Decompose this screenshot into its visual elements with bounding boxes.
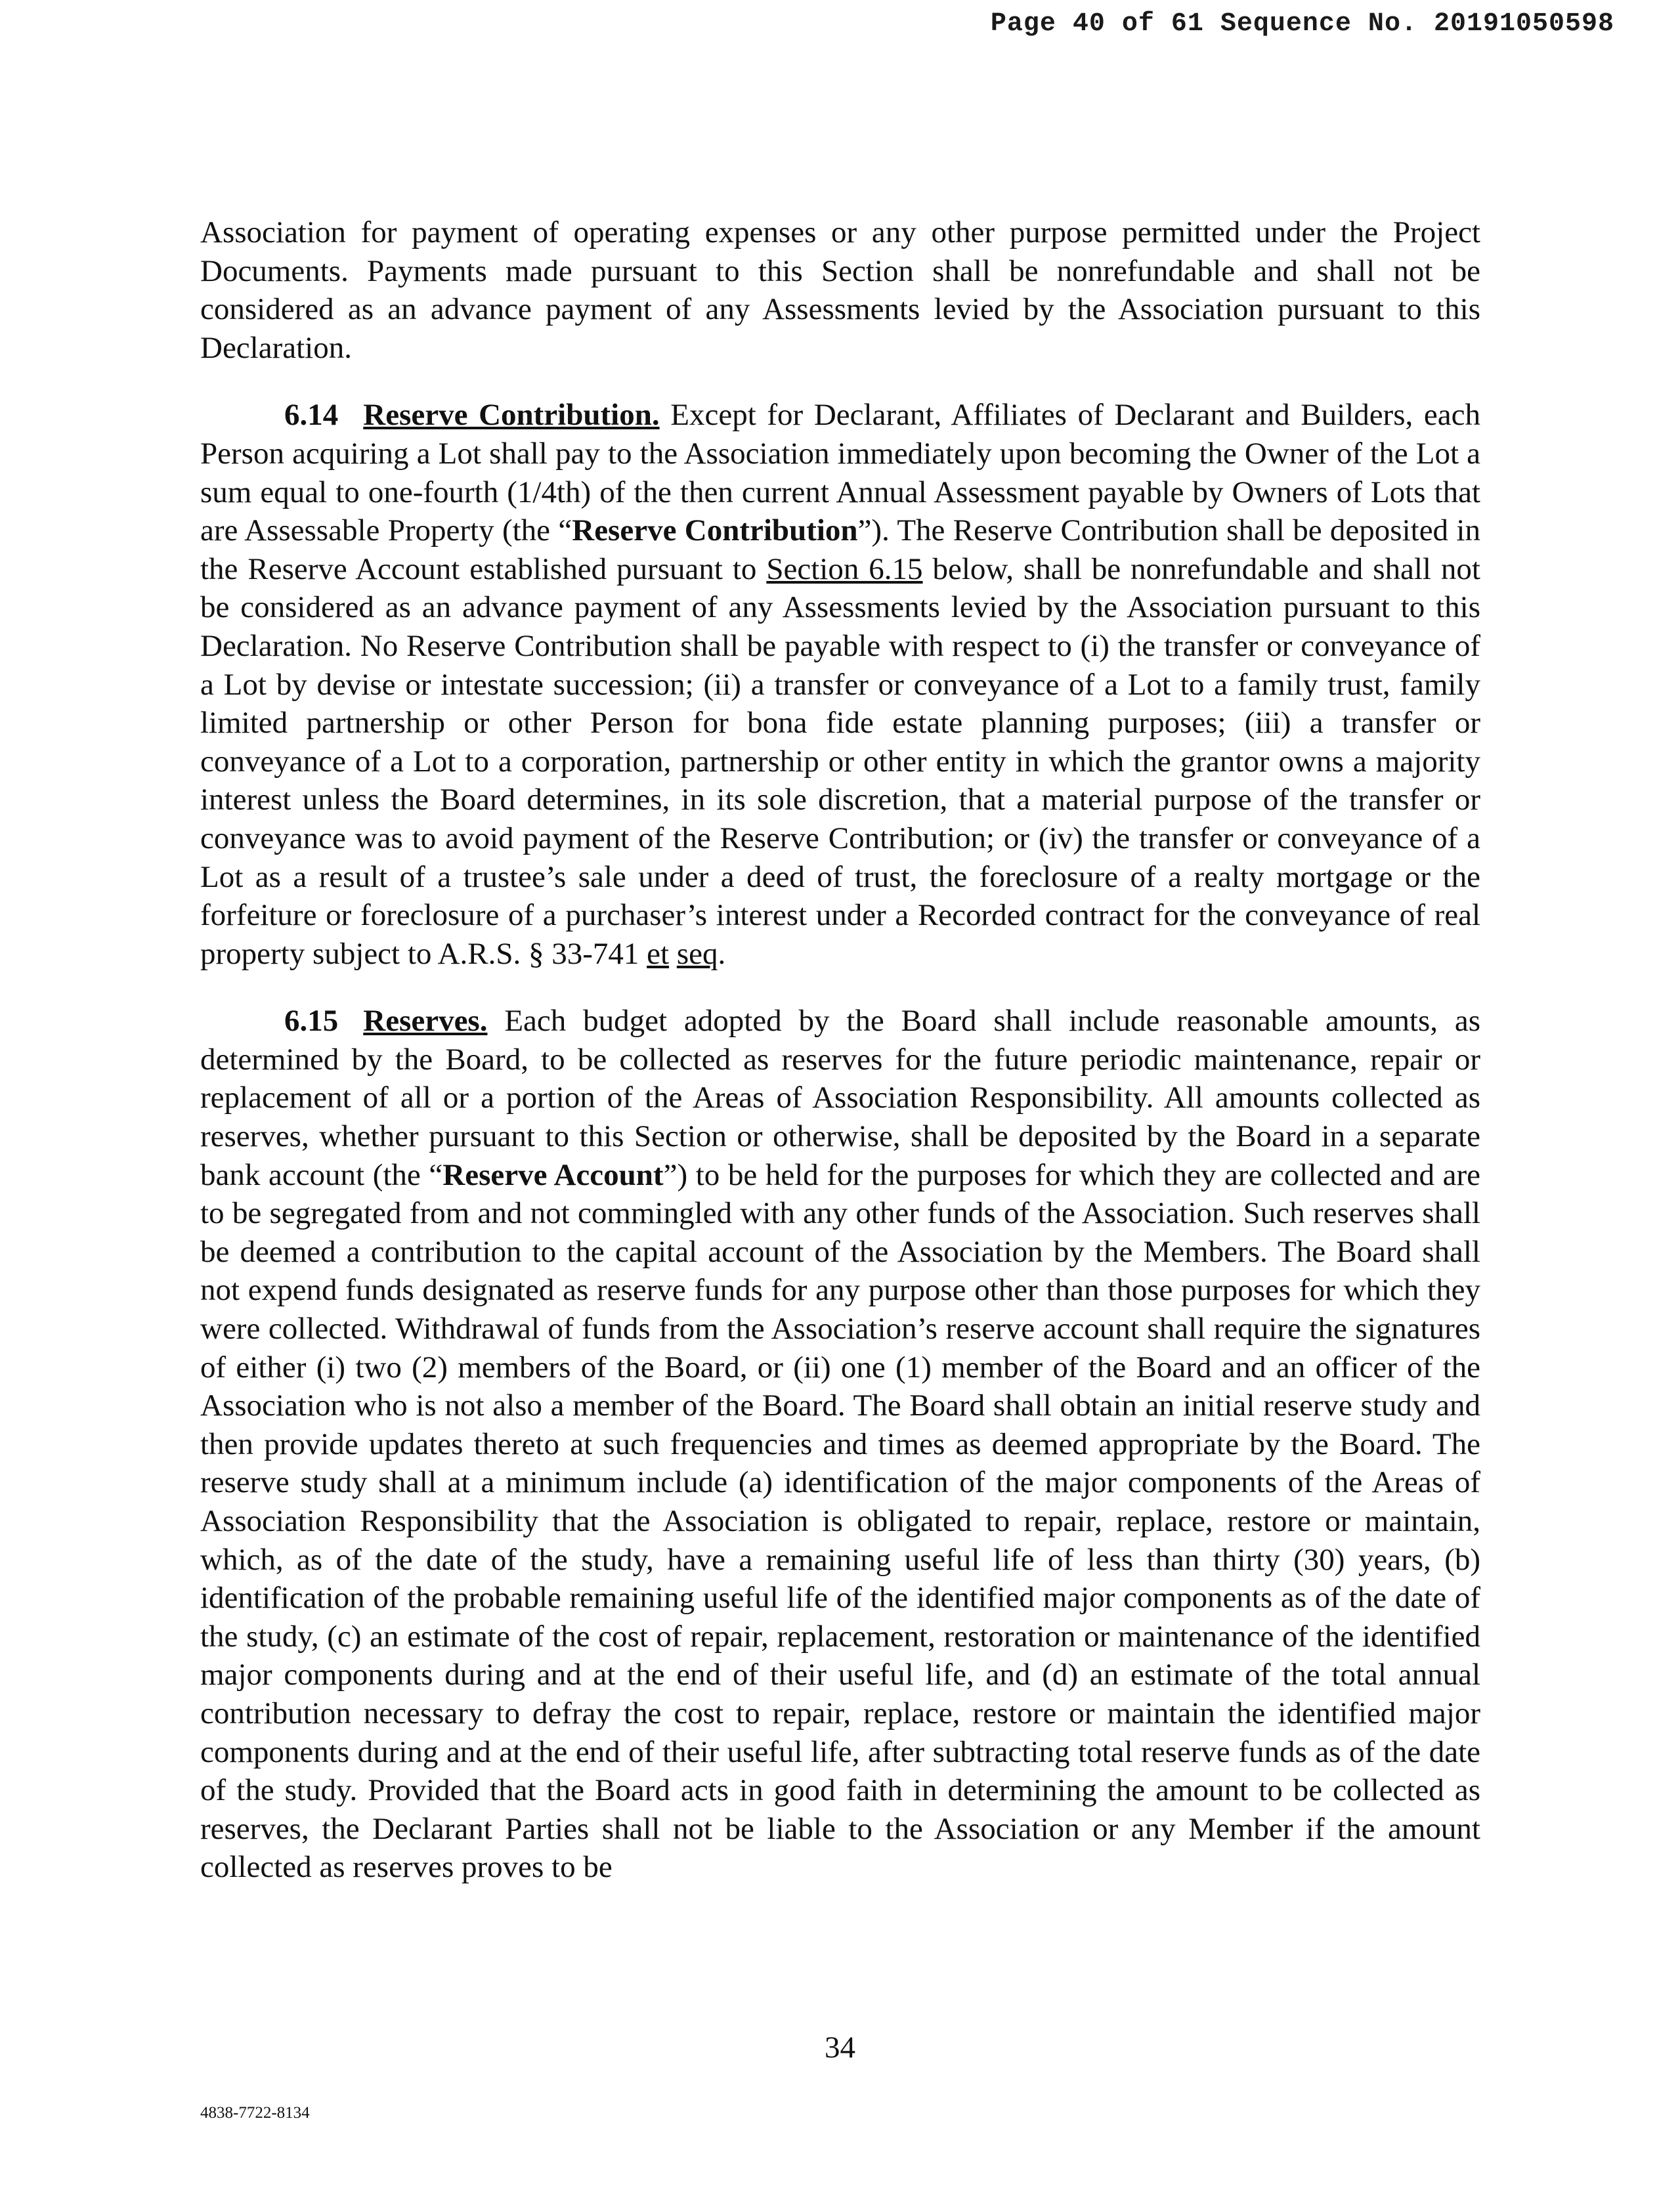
page-number: 34 <box>825 2030 855 2065</box>
section-6-14-end: . <box>718 936 726 971</box>
citation-seq: seq <box>676 936 718 971</box>
cross-reference-section-6-15: Section 6.15 <box>766 551 923 586</box>
defined-term-reserve-account: Reserve Account <box>442 1157 664 1192</box>
document-body <box>200 213 1480 1916</box>
page-sequence-header: Page 40 of 61 Sequence No. 20191050598 <box>990 9 1614 39</box>
section-6-15-title: Reserves. <box>363 1004 488 1039</box>
citation-et: et <box>647 936 670 971</box>
section-6-15 <box>200 1002 1480 1887</box>
section-6-14-title: Reserve Contribution. <box>363 398 660 433</box>
section-6-14 <box>200 396 1480 973</box>
section-6-14-text-3: below, shall be nonrefundable and shall not be considered as an advance payment of any Assessments levied by the Association pursuant to this Declaration. No Reserve Contribution shall be payable with respect to (i) the transfer or conveyance of a Lot by devise or intestate succession; (ii) a transfer or conveyance of a Lot to a family trust, family limited partnership or other Person for bona fide estate planning purposes; (iii) a transfer or conveyance of a Lot to a corporation, partnership or other entity in which the grantor owns a majority interest unless the Board determines, in its sole discretion, that a material purpose of the transfer or conveyance was to avoid payment of the Reserve Contribution; or (iv) the transfer or conveyance of a Lot as a result of a trustee’s sale under a deed of trust, the foreclosure of a realty mortgage or the forfeiture or foreclosure of a purchaser’s interest under a Recorded contract for the conveyance of real property subject to A.R.S. § 33-741 <box>200 551 1480 971</box>
document-id: 4838-7722-8134 <box>200 2104 310 2122</box>
section-6-15-text-2: ”) to be held for the purposes for which they are collected and are to be segregated from and not commingled with any other funds of the Association. Such reserves shall be deemed a contribution to the capital account of the Association by the Members. The Board shall not expend funds designated as reserve funds for any purpose other than those purposes for which they were collected. Withdrawal of funds from the Association’s reserve account shall require the signatures of either (i) two (2) members of the Board, or (ii) one (1) member of the Board and an officer of the Association who is not also a member of the Board. The Board shall obtain an initial reserve study and then provide updates thereto at such frequencies and times as deemed appropriate by the Board. The reserve study shall at a minimum include (a) identification of the major components of the Areas of Association Responsibility that the Association is obligated to repair, replace, restore or maintain, which, as of the date of the study, have a remaining useful life of less than thirty (30) years, (b) identification of the probable remaining useful life of the identified major components as of the date of the study, (c) an estimate of the cost of repair, replacement, restoration or maintenance of the identified major components during and at the end of their useful life, and (d) an estimate of the total annual contribution necessary to defray the cost to repair, replace, restore or maintain the identified major components during and at the end of their useful life, after subtracting total reserve funds as of the date of the study. Provided that the Board acts in good faith in determining the amount to be collected as reserves, the Declarant Parties shall not be liable to the Association or any Member if the amount collected as reserves proves to be <box>200 1157 1480 1885</box>
section-6-15-number: 6.15 <box>284 1004 339 1039</box>
section-6-14-text-2: ”). The Reserve Contribution shall be deposited in the Reserve Account established pursuant to <box>200 513 1480 586</box>
section-6-15-text-1: Each budget adopted by the Board shall include reasonable amounts, as determined by the Board, to be collected as reserves for the future periodic maintenance, repair or replacement of all or a portion of the Areas of Association Responsibility. All amounts collected as reserves, whether pursuant to this Section or otherwise, shall be deposited by the Board in a separate bank account (the “ <box>200 1004 1480 1192</box>
section-6-14-number: 6.14 <box>284 398 339 433</box>
defined-term-reserve-contribution: Reserve Contribution <box>572 513 858 548</box>
paragraph-intro: Association for payment of operating expenses or any other purpose permitted under the Project Documents. Payments made pursuant to this Section shall be nonrefundable and shall not be considered as an advance payment of any Assessments levied by the Association pursuant to this Declaration. <box>200 215 1480 365</box>
section-6-14-text-1: Except for Declarant, Affiliates of Declarant and Builders, each Person acquiring a Lot shall pay to the Association immediately upon becoming the Owner of the Lot a sum equal to one-fourth (1/4th) of the then current Annual Assessment payable by Owners of Lots that are Assessable Property (the “ <box>200 398 1480 548</box>
